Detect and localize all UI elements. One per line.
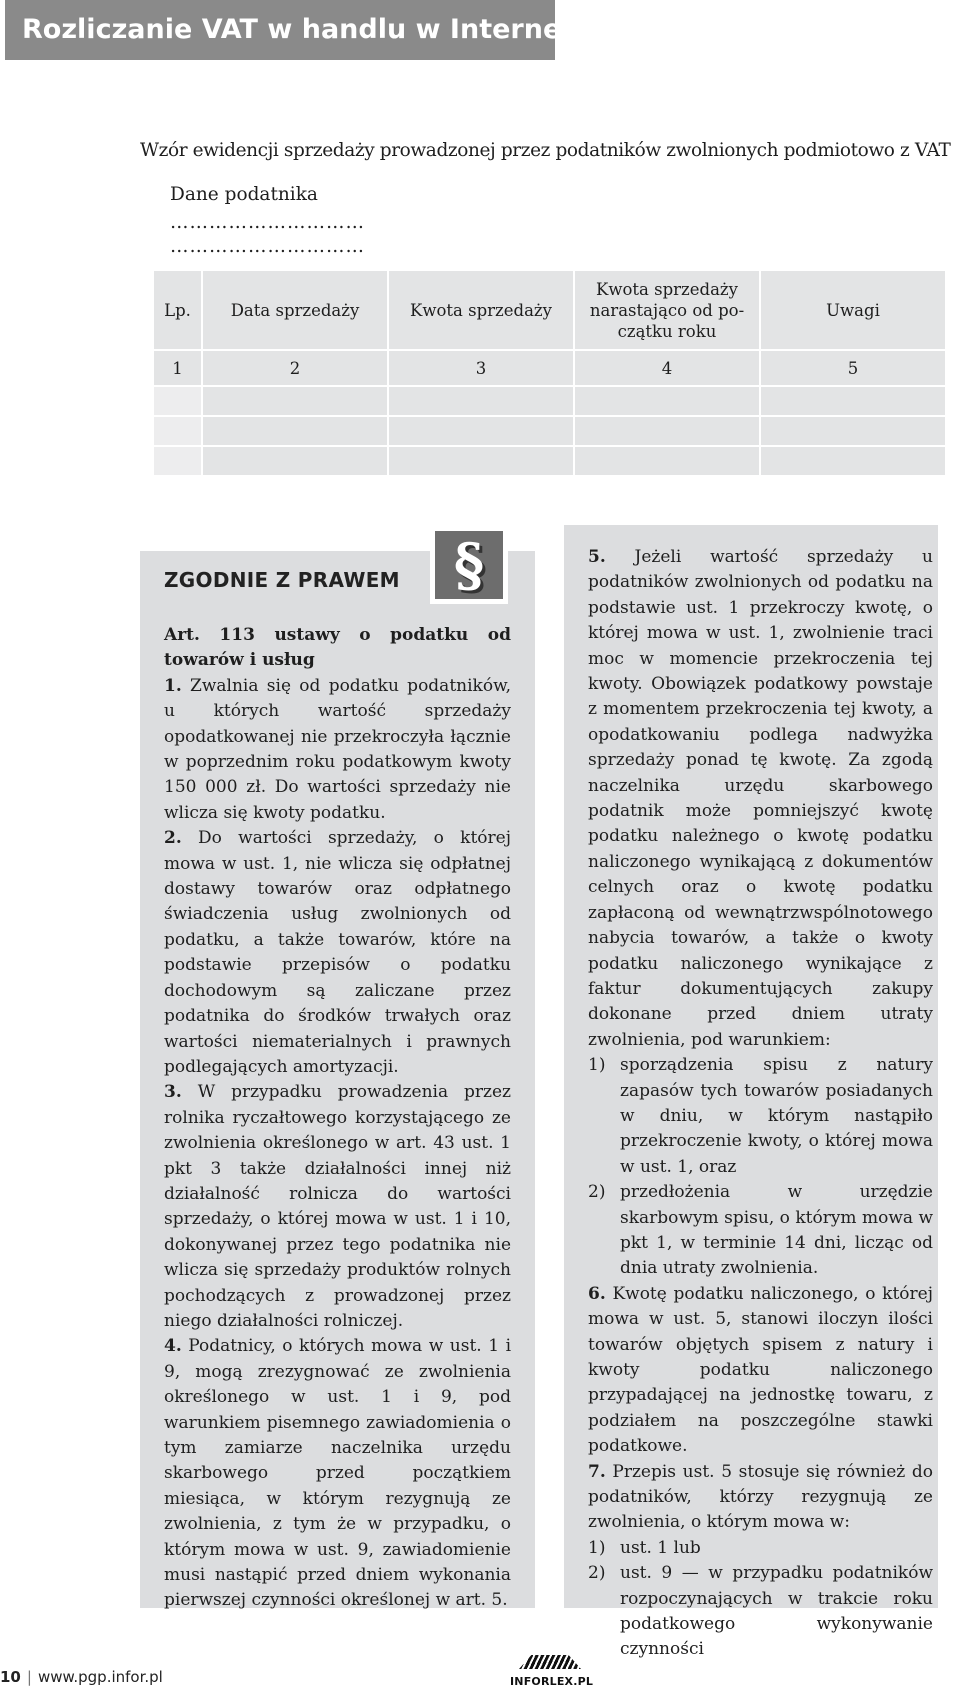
footer-separator: | xyxy=(26,1668,32,1686)
list-item-text: ust. 1 lub xyxy=(620,1537,701,1558)
taxpayer-dots-line: ………………………… xyxy=(170,236,365,257)
table-cell: 4 xyxy=(574,350,760,386)
table-cell xyxy=(153,446,202,476)
table-cell xyxy=(760,386,946,416)
paragraph-sign-icon: § xyxy=(435,531,503,599)
article-title: Art. 113 ustawy o podatku od towarów i usług xyxy=(164,625,511,671)
table-header-cell: Kwota sprzedaży xyxy=(388,270,574,350)
table-cell xyxy=(388,446,574,476)
taxpayer-label: Dane podatnika xyxy=(170,184,318,205)
list-item xyxy=(588,1536,933,1561)
sales-register-table xyxy=(152,269,947,477)
table-cell xyxy=(153,386,202,416)
paragraph-number: 1. xyxy=(164,675,182,696)
table-cell: 3 xyxy=(388,350,574,386)
table-cell: 2 xyxy=(202,350,388,386)
table-header-cell: Uwagi xyxy=(760,270,946,350)
taxpayer-dots-line: ………………………… xyxy=(170,212,365,233)
paragraph-text: Kwotę podatku naliczonego, o której mowa w ust. 5, stanowi iloczyn ilości towarów objętych spisem z natury i kwoty podatku naliczonego przypadającej na jednostkę towaru, z podziałem na poszczególne stawki podatkowe. xyxy=(588,1283,933,1457)
paragraph-text: Zwalnia się od podatku podatników, u których wartość sprzedaży opodatkowanej nie przekroczyła łącznie w poprzednim roku podatkowym kwoty 150 000 zł. Do wartości sprzedaży nie wlicza się kwoty podatku. xyxy=(164,675,512,823)
right-column-text xyxy=(588,545,933,1663)
table-cell xyxy=(760,416,946,446)
chapter-header: Rozliczanie VAT w handlu w Internecie xyxy=(5,0,555,60)
paragraph xyxy=(164,1080,511,1334)
list-item xyxy=(588,1053,933,1180)
left-column-text xyxy=(164,623,511,1614)
table-cell xyxy=(574,416,760,446)
paragraph-text: Jeżeli wartość sprzedaży u podatników zwolnionych od podatku na podstawie ust. 1 przekroczy kwotę, o której mowa w ust. 1, zwolnienie traci moc w momencie przekroczenia tej kwoty. Obowiązek podatkowy powstaje z momentem przekroczenia tej kwoty, a opodatkowaniu podlega nadwyżka sprzedaży ponad tę kwotę. Za zgodą naczelnika urzędu skarbowego podatnik może pomniejszyć kwotę podatku należnego o kwotę podatku naliczonego wynikającą z dokumentów celnych oraz o kwotę podatku zapłaconą od wewnątrzwspólnotowego nabycia towarów, a także o kwoty podatku naliczonego wynikające z faktur dokumentujących zakupy dokonane przed dniem utraty zwolnienia, pod warunkiem: xyxy=(588,547,934,1050)
table-row xyxy=(153,386,946,416)
paragraph-text: W przypadku prowadzenia przez rolnika ryczałtowego korzystającego ze zwolnienia określonego w art. 43 ust. 1 pkt 3 także działalności innej niż działalność rolnicza do wartości sprzedaży, o której mowa w ust. 1 i 10, dokonywanej przez tego podatnika nie wlicza się sprzedaży produktów rolnych pochodzących z prowadzonej przez niego działalności rolniczej. xyxy=(164,1082,511,1331)
table-row xyxy=(153,416,946,446)
paragraph-text: Przepis ust. 5 stosuje się również do podatników, którzy rezygnują ze zwolnienia, o którym mowa w: xyxy=(588,1461,933,1533)
section-heading: ZGODNIE Z PRAWEM xyxy=(164,568,400,592)
table-row xyxy=(153,446,946,476)
paragraph xyxy=(588,1282,933,1460)
paragraph xyxy=(588,1460,933,1536)
paragraph-number: 7. xyxy=(588,1461,606,1482)
paragraph xyxy=(588,545,933,1053)
inforlex-logo-icon xyxy=(519,1655,581,1669)
paragraph-number: 5. xyxy=(588,547,606,567)
list-item xyxy=(588,1180,933,1282)
paragraph-text: Do wartości sprzedaży, o której mowa w ust. 1, nie wlicza się odpłatnej dostawy towarów oraz odpłatnego świadczenia usług zwolnionych od podatku, a także towarów, które na podstawie przepisów o podatku dochodowym są zaliczane przez podatnika do środków trwałych oraz wartości niematerialnych i prawnych podlegających amortyzacji. xyxy=(164,828,512,1077)
list-marker: 2) xyxy=(588,1182,606,1203)
list-marker: 1) xyxy=(588,1055,606,1076)
table-header-cell: Lp. xyxy=(153,270,202,350)
table-header-cell: Kwota sprzedaży narastająco od początku roku xyxy=(574,270,760,350)
table-cell xyxy=(202,446,388,476)
table-cell xyxy=(153,416,202,446)
list-item-text: ust. 9 — w przypadku podatników rozpoczynających w trakcie roku podatkowego wykonywanie czynności xyxy=(620,1563,933,1660)
paragraph xyxy=(164,1334,511,1613)
list-item xyxy=(588,1561,933,1663)
paragraph-text: Podatnicy, o których mowa w ust. 1 i 9, mogą zrezygnować ze zwolnienia określonego w ust. 1 i 9, pod warunkiem pisemnego zawiadomienia o tym zamiarze naczelnika urzędu skarbowego przed początkiem miesiąca, w którym rezygnują ze zwolnienia, z tym że w przypadku, o którym mowa w ust. 9, zawiadomienie musi nastąpić przed dniem wykonania pierwszej czynności określonej w art. 5. xyxy=(164,1336,512,1611)
table-number-row xyxy=(153,350,946,386)
paragraph-number: 6. xyxy=(588,1283,606,1304)
page-number: 10 xyxy=(0,1668,21,1686)
paragraph xyxy=(164,674,511,826)
paragraph-number: 3. xyxy=(164,1082,182,1103)
page-footer xyxy=(0,1668,163,1686)
table-cell xyxy=(574,386,760,416)
table-header-row xyxy=(153,270,946,350)
table-cell: 5 xyxy=(760,350,946,386)
table-cell xyxy=(388,386,574,416)
table-cell xyxy=(202,386,388,416)
table-cell xyxy=(388,416,574,446)
list-item-text: sporządzenia spisu z natury zapasów tych towarów posiadanych w dniu, w którym nastąpiło przekroczenie kwoty, o której mowa w ust. 1, oraz xyxy=(620,1055,933,1177)
table-cell: 1 xyxy=(153,350,202,386)
paragraph-number: 2. xyxy=(164,828,182,849)
list-item-text: przedłożenia w urzędzie skarbowym spisu, o którym mowa w pkt 1, w terminie 14 dni, licząc od dnia utraty zwolnienia. xyxy=(620,1182,933,1279)
inforlex-logo xyxy=(510,1655,594,1688)
table-cell xyxy=(760,446,946,476)
table-cell xyxy=(202,416,388,446)
list-marker: 2) xyxy=(588,1563,606,1584)
paragraph-number: 4. xyxy=(164,1336,182,1357)
paragraph xyxy=(164,826,511,1080)
form-title: Wzór ewidencji sprzedaży prowadzonej przez podatników zwolnionych podmiotowo z VAT xyxy=(140,140,951,161)
table-header-cell: Data sprzedaży xyxy=(202,270,388,350)
paragraph-emblem xyxy=(430,526,508,604)
list-marker: 1) xyxy=(588,1537,606,1558)
table-cell xyxy=(574,446,760,476)
footer-url: www.pgp.infor.pl xyxy=(37,1668,163,1686)
logo-text: INFORLEX.PL xyxy=(510,1675,594,1688)
